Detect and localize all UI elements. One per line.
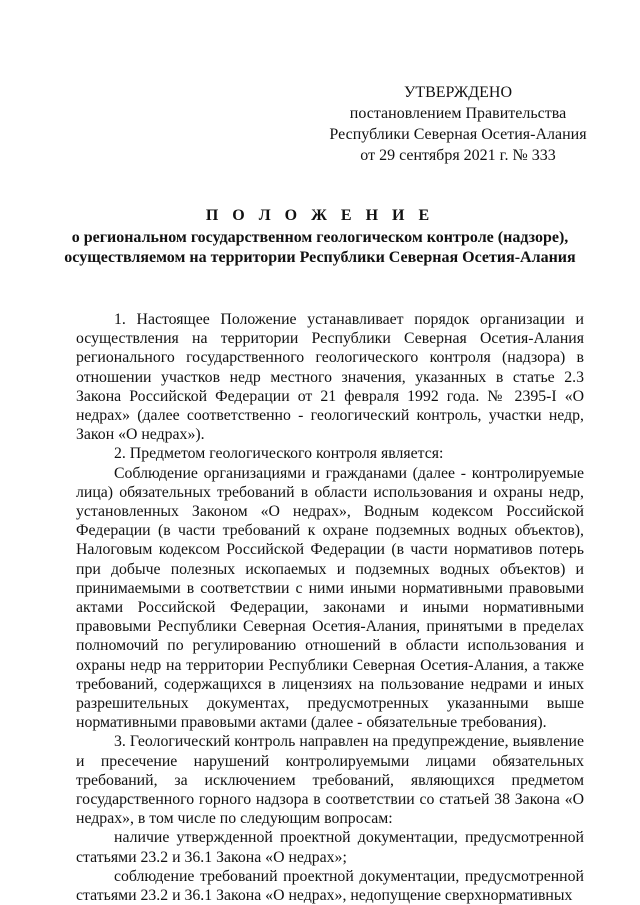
title-main: П О Л О Ж Е Н И Е [205, 207, 435, 224]
title-subtitle-line-2: осуществляемом на территории Республики Северная Осетия-Алания [64, 249, 576, 266]
paragraph-5: наличие утвержденной проектной документации, предусмотренной статьями 23.2 и 36.1 Закона «О недрах»; [76, 829, 584, 866]
document-title [40, 206, 600, 268]
paragraph-1: 1. Настоящее Положение устанавливает порядок организации и осуществления на территории Республики Северная Осетия-Алания регионального государственного геологического контроля (надзора) в отношении участков недр местного значения, указанных в статье 2.3 Закона Российской Федерации от 21 февраля 1992 года. № 2395-I «О недрах» (далее соответственно - геологический контроль, участки недр, Закон «О недрах»). [76, 311, 584, 444]
approval-date-line: от 29 сентября 2021 г. № 333 [360, 147, 556, 164]
paragraph-6: соблюдение требований проектной документации, предусмотренной статьями 23.2 и 36.1 Закона «О недрах», недопущение сверхнормативных [76, 867, 584, 905]
title-subtitle-line-1: о региональном государственном геологическом контроле (надзоре), [71, 229, 569, 246]
document-body [76, 310, 584, 905]
paragraph-4: 3. Геологический контроль направлен на предупреждение, выявление и пресечение нарушений контролируемыми лицами обязательных требований, за исключением требований, являющихся предметом государственного горного надзора в соответствии со статьей 38 Закона «О недрах», в том числе по следующим вопросам: [76, 733, 584, 828]
approval-stamp [318, 82, 598, 166]
approval-decree-line: постановлением Правительства [349, 105, 567, 122]
approval-republic-line: Республики Северная Осетия-Алания [329, 126, 587, 143]
paragraph-2: 2. Предметом геологического контроля является: [114, 445, 444, 463]
paragraph-3: Соблюдение организациями и гражданами (далее - контролируемые лица) обязательных требований в области использования и охраны недр, установленных Законом «О недрах», Водным кодексом Российской Федерации (в части требований к охране подземных водных объектов), Налоговым кодексом Российской Федерации (в части нормативов потерь при добыче полезных ископаемых и подземных водных объектов) и принимаемыми в соответствии с ними иными нормативными правовыми актами Российской Федерации, законами и иными нормативными правовыми Республики Северная Осетия-Алания, принятыми в пределах полномочий по регулированию отношений в области использования и охраны недр на территории Республики Северная Осетия-Алания, а также требований, содержащихся в лицензиях на пользование недрами и иных разрешительных документах, предусмотренных указанными выше нормативными правовыми актами (далее - обязательные требования). [76, 464, 584, 732]
approval-heading: УТВЕРЖДЕНО [403, 84, 512, 101]
